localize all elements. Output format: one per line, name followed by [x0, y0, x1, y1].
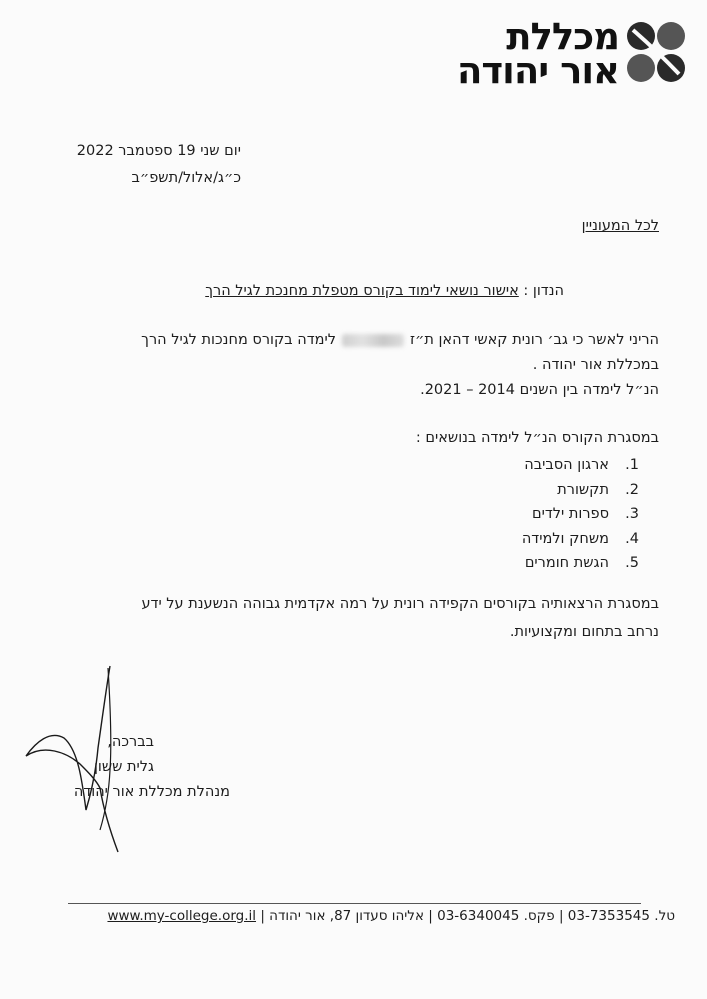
footer: [107, 908, 675, 924]
list-item-label: ארגון הסביבה: [524, 457, 609, 473]
list-item-label: ספרות ילדים: [531, 506, 609, 522]
list-item-number: 4.: [625, 530, 639, 547]
list-item-label: הגשת חומרים: [524, 555, 609, 571]
list-item-label: משחק ולמידה: [521, 530, 609, 547]
signoff-title: מנהלת מכללת אור יהודה: [73, 784, 230, 800]
body-line-1-start: הריני לאשר כי גב׳ רונית קאשי דהאן ת״ז: [409, 332, 659, 348]
footer-website-link[interactable]: www.my-college.org.il: [107, 908, 257, 924]
signoff-name: גלית ששון: [93, 759, 154, 775]
list-item: [522, 453, 639, 478]
closing-line-2: נרחב בתחום ומקצועיות.: [509, 624, 659, 640]
body-line-3: הנ״ל לימדה בין השנים 2014 – 2021.: [420, 382, 659, 398]
logo-text-line1: מכללת: [506, 15, 619, 58]
footer-contact: טל. 03-7353545 | פקס. 03-6340045 | אליהו סעדון 87, אור יהודה |: [260, 908, 675, 924]
college-logo-mark: [625, 20, 687, 86]
subject-text: אישור נושאי לימוד בקורס מטפלת מחנכת לגיל הרך: [205, 283, 519, 299]
list-item: [522, 478, 639, 503]
logo-text-line2: אור יהודה: [457, 49, 619, 92]
footer-divider: [68, 903, 641, 904]
list-item: [522, 527, 639, 552]
list-item-number: 2.: [625, 481, 639, 498]
body-line-2: במכללת אור יהודה .: [532, 357, 659, 373]
topics-intro: במסגרת הקורס הנ״ל לימדה בנושאים :: [415, 430, 659, 446]
list-item-number: 5.: [625, 555, 639, 571]
body-line-1-end: לימדה בקורס מחנכות לגיל הרך: [141, 332, 336, 348]
list-item: [522, 502, 639, 527]
list-item-number: 1.: [625, 457, 639, 473]
list-item: [522, 551, 639, 576]
body-line-1: [141, 332, 659, 348]
recipient-line: לכל המעוניין: [581, 218, 659, 234]
date-gregorian: יום שני 19 ספטמבר 2022: [76, 143, 241, 159]
subject-prefix: הנדון :: [523, 283, 564, 299]
topics-list: [522, 453, 639, 576]
list-item-number: 3.: [625, 506, 639, 522]
college-logo: [417, 15, 687, 92]
date-hebrew: כ״ג/אלול/תשפ״ב: [131, 170, 241, 186]
subject-line: [205, 283, 564, 299]
signoff-greeting: בברכה,: [107, 734, 154, 750]
redacted-id: [342, 334, 404, 347]
closing-line-1: במסגרת הרצאותיה בקורסים הקפידה רונית על רמה אקדמית גבוהה הנשענת על ידע: [141, 596, 659, 612]
list-item-label: תקשורת: [557, 481, 609, 498]
